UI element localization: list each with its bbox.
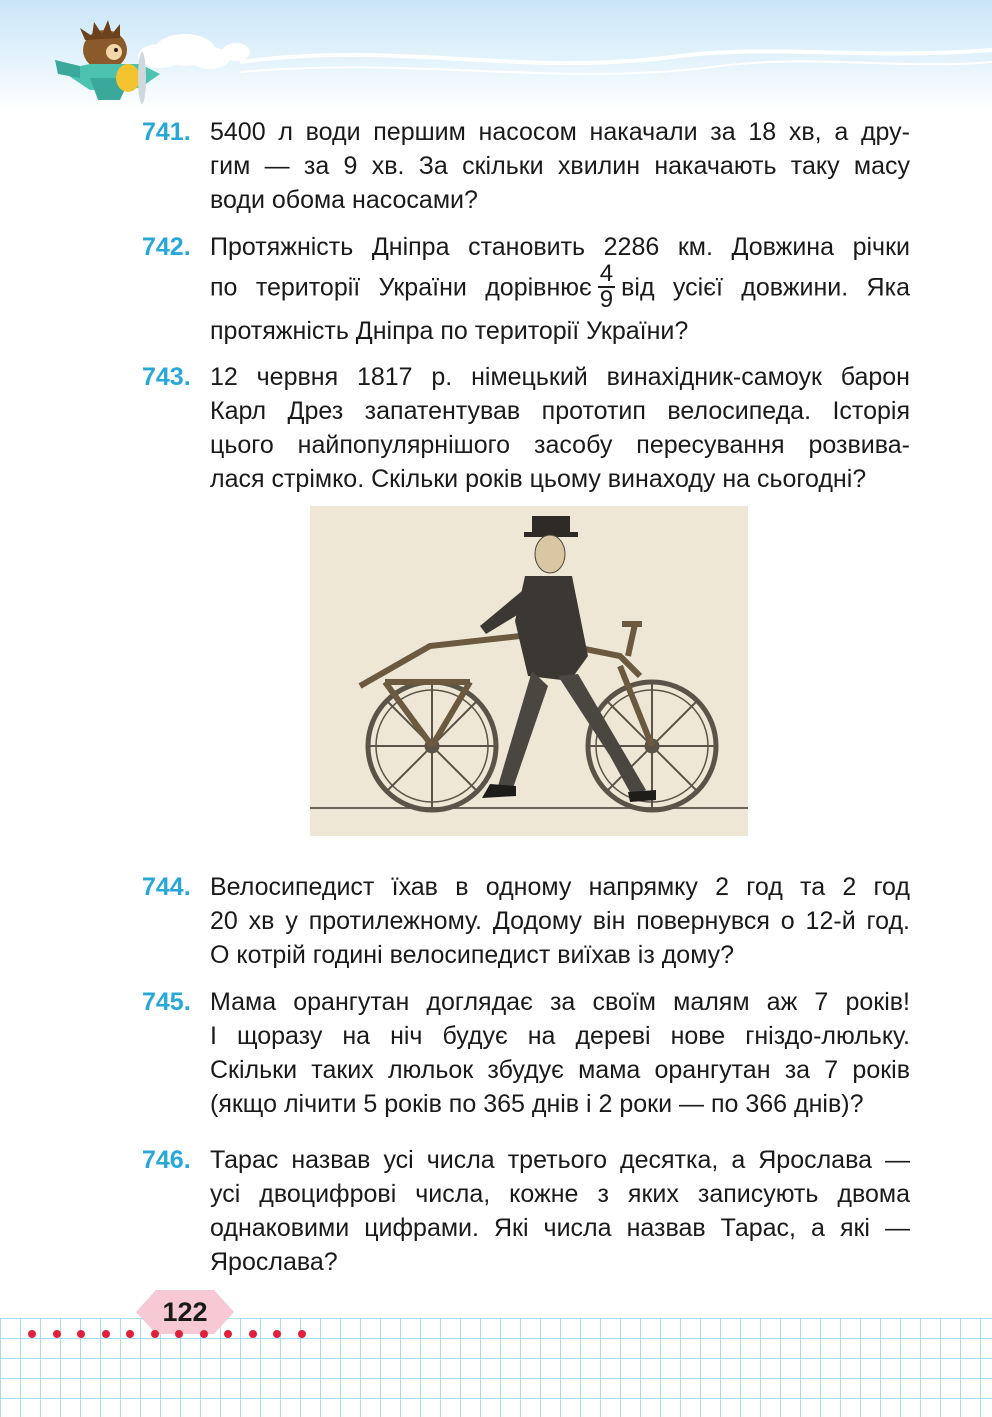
problem-743 (142, 360, 910, 496)
text-line: Скільки таких люльок збудує мама орангутан за 7 років (210, 1056, 910, 1084)
problem-742 (142, 230, 910, 348)
text-line: О котрій годині велосипедист виїхав із дому? (210, 941, 735, 969)
footer-dot (77, 1330, 85, 1338)
text-segment: від усієї довжини. Яка (621, 273, 910, 302)
text-line: усі двоцифрові числа, кожне з яких записують двома (210, 1180, 910, 1208)
draisine-engraving-icon (310, 506, 748, 836)
text-line: (якщо лічити 5 років по 365 днів і 2 роки — по 366 днів)? (210, 1090, 864, 1118)
problem-text (210, 115, 910, 217)
text-line: 12 червня 1817 р. німецький винахідник-самоук барон (210, 363, 910, 391)
text-line: Велосипедист їхав в одному напрямку 2 год та 2 год (210, 873, 910, 901)
problem-745 (142, 985, 910, 1121)
problem-number: 742. (142, 233, 191, 261)
text-line: води обома насосами? (210, 186, 478, 214)
problem-number: 743. (142, 363, 191, 391)
fraction (598, 262, 615, 312)
page-number: 122 (162, 1297, 208, 1327)
text-line: 20 хв у протилежному. Додому він повернувся о 12-й год. (210, 907, 910, 935)
text-line-with-fraction (210, 260, 910, 314)
problem-741 (142, 115, 910, 217)
problem-text (210, 230, 910, 348)
footer-dot (200, 1330, 208, 1338)
footer-dot (151, 1330, 159, 1338)
footer-dot (28, 1330, 36, 1338)
footer-dot (224, 1330, 232, 1338)
text-line: І щоразу на ніч будує на дереві нове гніздо-люльку. (210, 1022, 910, 1050)
problem-number: 741. (142, 118, 191, 146)
problem-text (210, 360, 910, 496)
text-line: Мама орангутан доглядає за своїм малям аж 7 років! (210, 988, 910, 1016)
problem-number: 746. (142, 1146, 191, 1174)
text-line: цього найпопулярнішого засобу пересування розвива- (210, 431, 910, 459)
text-line: гим — за 9 хв. За скільки хвилин накачають таку масу (210, 152, 910, 180)
footer-dot (249, 1330, 257, 1338)
footer-dot (175, 1330, 183, 1338)
footer-dot (126, 1330, 134, 1338)
footer-dot (273, 1330, 281, 1338)
text-line: Ярослава? (210, 1248, 338, 1276)
fraction-denominator: 9 (599, 286, 614, 313)
text-line: Протяжність Дніпра становить 2286 км. Довжина річки (210, 233, 910, 261)
footer-dot (102, 1330, 110, 1338)
fraction-numerator: 4 (599, 260, 614, 287)
problem-text (210, 985, 910, 1121)
footer-dot (53, 1330, 61, 1338)
footer-dot (298, 1330, 306, 1338)
problem-number: 744. (142, 873, 191, 901)
problem-text (210, 870, 910, 972)
problem-number: 745. (142, 988, 191, 1016)
text-line: однаковими цифрами. Які числа назвав Тарас, а які — (210, 1214, 910, 1242)
draisine-illustration (310, 506, 748, 836)
hedgehog-airplane-icon (50, 0, 200, 110)
text-segment: по території України дорівнює (210, 273, 592, 302)
text-line: лася стрімко. Скільки років цьому винаходу на сьогодні? (210, 465, 867, 493)
problem-text (210, 1143, 910, 1279)
text-line: 5400 л води першим насосом накачали за 18 хв, а дру- (210, 118, 910, 146)
text-line: протяжність Дніпра по території України? (210, 317, 689, 345)
problem-744 (142, 870, 910, 972)
problem-746 (142, 1143, 910, 1279)
header-sky (0, 0, 992, 110)
man-figure (480, 516, 656, 802)
text-line: Тарас назвав усі числа третього десятка, а Ярослава — (210, 1146, 910, 1174)
text-line: Карл Дрез запатентував прототип велосипеда. Історія (210, 397, 910, 425)
